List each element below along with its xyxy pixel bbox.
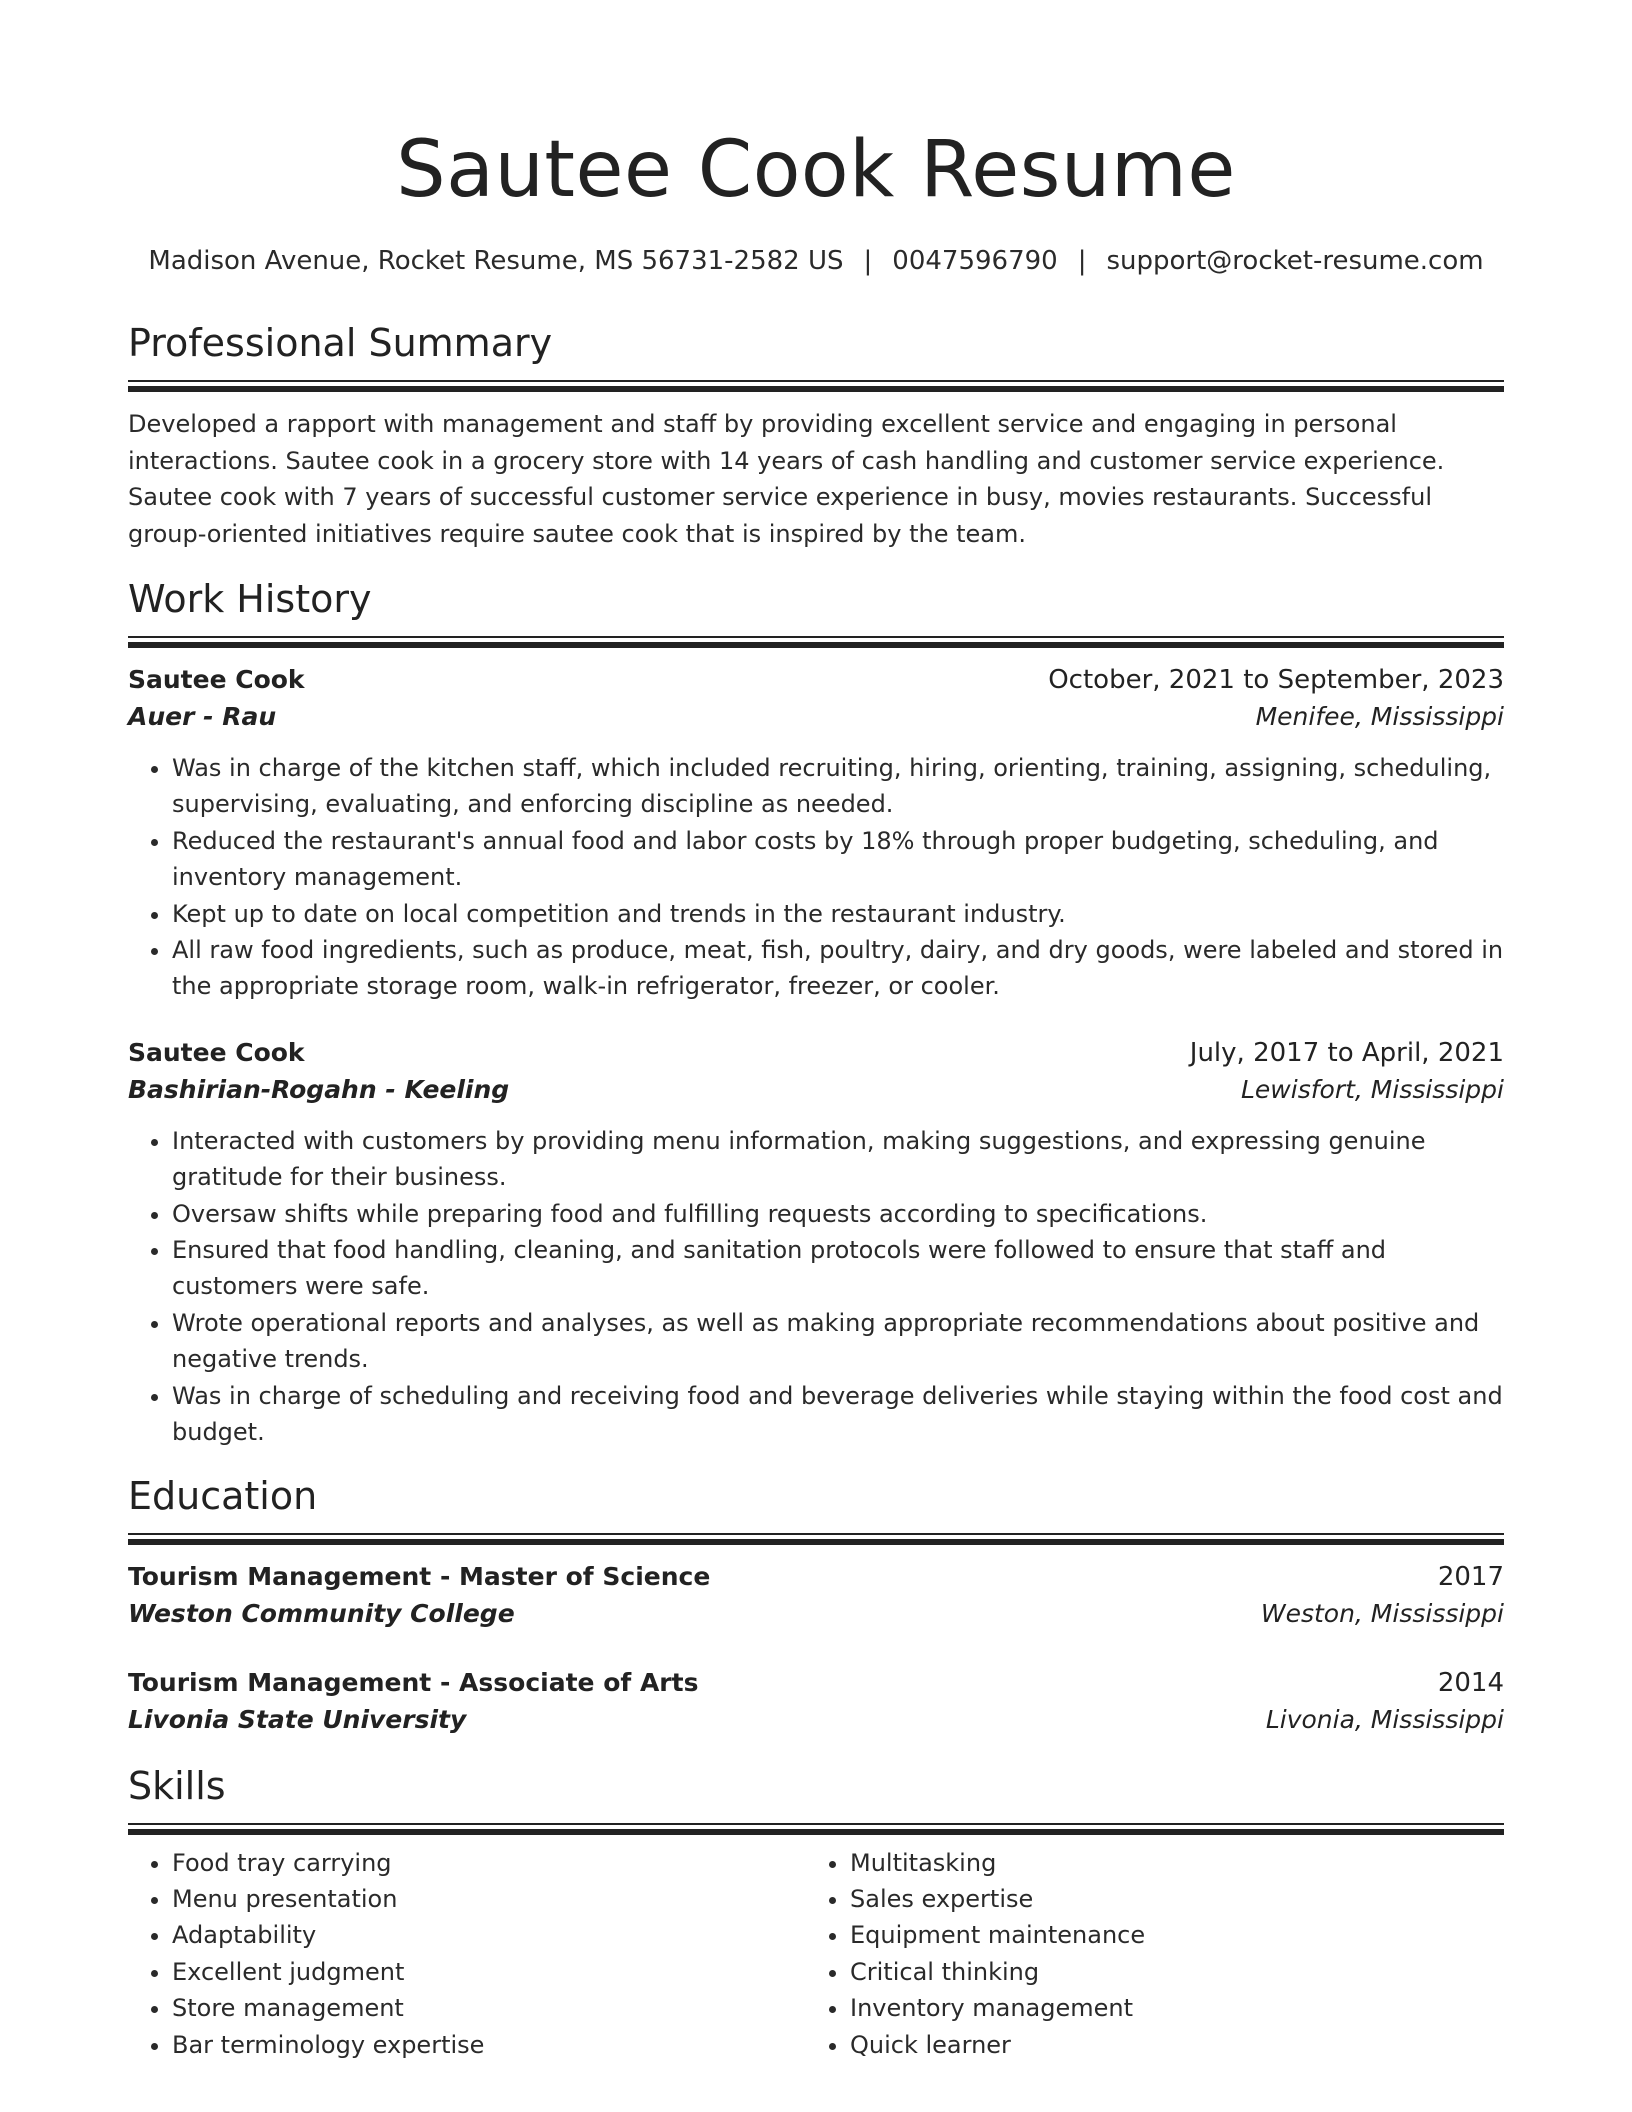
list-item: • Multitasking [850, 1845, 1484, 1881]
email: support@rocket-resume.com [1106, 246, 1484, 276]
job-subheader [128, 1071, 1504, 1109]
job-bullets [128, 1123, 1504, 1451]
section-title-work-history: Work History [128, 577, 372, 621]
degree: Tourism Management - Associate of Arts [128, 1667, 699, 1697]
list-item: • Ensured that food handling, cleaning, and sanitation protocols were followed to ensure that staff and customers were safe. [172, 1232, 1504, 1305]
job-dates: July, 2017 to April, 2021 [1189, 1037, 1504, 1068]
job-dates: October, 2021 to September, 2023 [1048, 665, 1504, 695]
job-location: Menifee, Mississippi [1255, 702, 1504, 731]
list-item: • Kept up to date on local competition and trends in the restaurant industry. [172, 896, 1504, 932]
list-item: • All raw food ingredients, such as produce, meat, fish, poultry, dairy, and dry goods, were labeled and stored in the appropriate storage room, walk-in refrigerator, freezer, or cooler. [172, 932, 1504, 1005]
list-item: • Was in charge of scheduling and receiving food and beverage deliveries while staying within the food cost and budget. [172, 1378, 1504, 1451]
list-item: • Store management [172, 1990, 806, 2026]
list-item: • Bar terminology expertise [172, 2027, 806, 2063]
section-title-summary: Professional Summary [128, 321, 553, 365]
job-header [128, 662, 1504, 698]
graduation-year: 2014 [1437, 1667, 1504, 1698]
job-entry [128, 1035, 1504, 1451]
section-divider [128, 1823, 1504, 1835]
education-header [128, 1559, 1504, 1595]
job-company: Bashirian-Rogahn - Keeling [128, 1074, 510, 1104]
graduation-year: 2017 [1437, 1561, 1504, 1592]
job-entry [128, 662, 1504, 1005]
school-name: Livonia State University [128, 1704, 467, 1734]
list-item: • Excellent judgment [172, 1954, 806, 1990]
education-section [128, 1471, 1504, 1739]
list-item: • Food tray carrying [172, 1845, 806, 1881]
job-company: Auer - Rau [128, 702, 277, 731]
education-entry [128, 1665, 1504, 1739]
list-item: • Interacted with customers by providing menu information, making suggestions, and expressing genuine gratitude for their business. [172, 1123, 1504, 1196]
work-history-section [128, 574, 1504, 1451]
phone: 0047596790 [892, 246, 1058, 276]
list-item: • Wrote operational reports and analyses, as well as making appropriate recommendations about positive and negative trends. [172, 1305, 1504, 1378]
list-item: • Menu presentation [172, 1881, 806, 1917]
separator: | [1077, 246, 1087, 276]
school-location: Weston, Mississippi [1260, 1598, 1504, 1628]
list-item: • Critical thinking [850, 1954, 1484, 1990]
skills-columns [128, 1845, 1504, 2063]
job-bullets [128, 750, 1504, 1005]
education-subheader [128, 1595, 1504, 1633]
section-title-skills: Skills [128, 1763, 226, 1808]
section-title-education: Education [128, 1473, 318, 1518]
degree: Tourism Management - Master of Science [128, 1561, 711, 1591]
contact-line [128, 244, 1504, 278]
list-item: • Reduced the restaurant's annual food and labor costs by 18% through proper budgeting, scheduling, and inventory management. [172, 823, 1504, 896]
list-item: • Adaptability [172, 1917, 806, 1953]
school-name: Weston Community College [128, 1598, 515, 1628]
summary-text: Developed a rapport with management and staff by providing excellent service and engaging in personal interactions. Sautee cook in a grocery store with 14 years of cash handling and customer service experience. Sautee cook with 7 years of successful customer service experience in busy, movies restaurants. Successful group-oriented initiatives require sautee cook that is inspired by the team. [128, 410, 1445, 548]
list-item: • Sales expertise [850, 1881, 1484, 1917]
resume-title: Sautee Cook Resume [396, 125, 1236, 215]
list-item: • Was in charge of the kitchen staff, which included recruiting, hiring, orienting, training, assigning, scheduling, supervising, evaluating, and enforcing discipline as needed. [172, 750, 1504, 823]
job-header [128, 1035, 1504, 1071]
education-header [128, 1665, 1504, 1701]
separator: | [863, 246, 873, 276]
section-divider [128, 1533, 1504, 1545]
job-title: Sautee Cook [128, 665, 305, 694]
education-subheader [128, 1701, 1504, 1739]
skills-section [128, 1761, 1504, 2063]
skills-list-right [806, 1845, 1484, 2063]
school-location: Livonia, Mississippi [1265, 1704, 1504, 1734]
job-subheader [128, 698, 1504, 736]
list-item: • Oversaw shifts while preparing food and fulfilling requests according to specifications. [172, 1196, 1504, 1232]
list-item: • Quick learner [850, 2027, 1484, 2063]
section-divider [128, 636, 1504, 648]
summary-section [128, 318, 1504, 552]
section-divider [128, 380, 1504, 392]
address: Madison Avenue, Rocket Resume, MS 56731-2582 US [148, 246, 844, 276]
list-item: • Equipment maintenance [850, 1917, 1484, 1953]
skills-list-left [128, 1845, 806, 2063]
job-location: Lewisfort, Mississippi [1241, 1074, 1504, 1104]
job-title: Sautee Cook [128, 1037, 305, 1067]
education-entry [128, 1559, 1504, 1633]
list-item: • Inventory management [850, 1990, 1484, 2026]
